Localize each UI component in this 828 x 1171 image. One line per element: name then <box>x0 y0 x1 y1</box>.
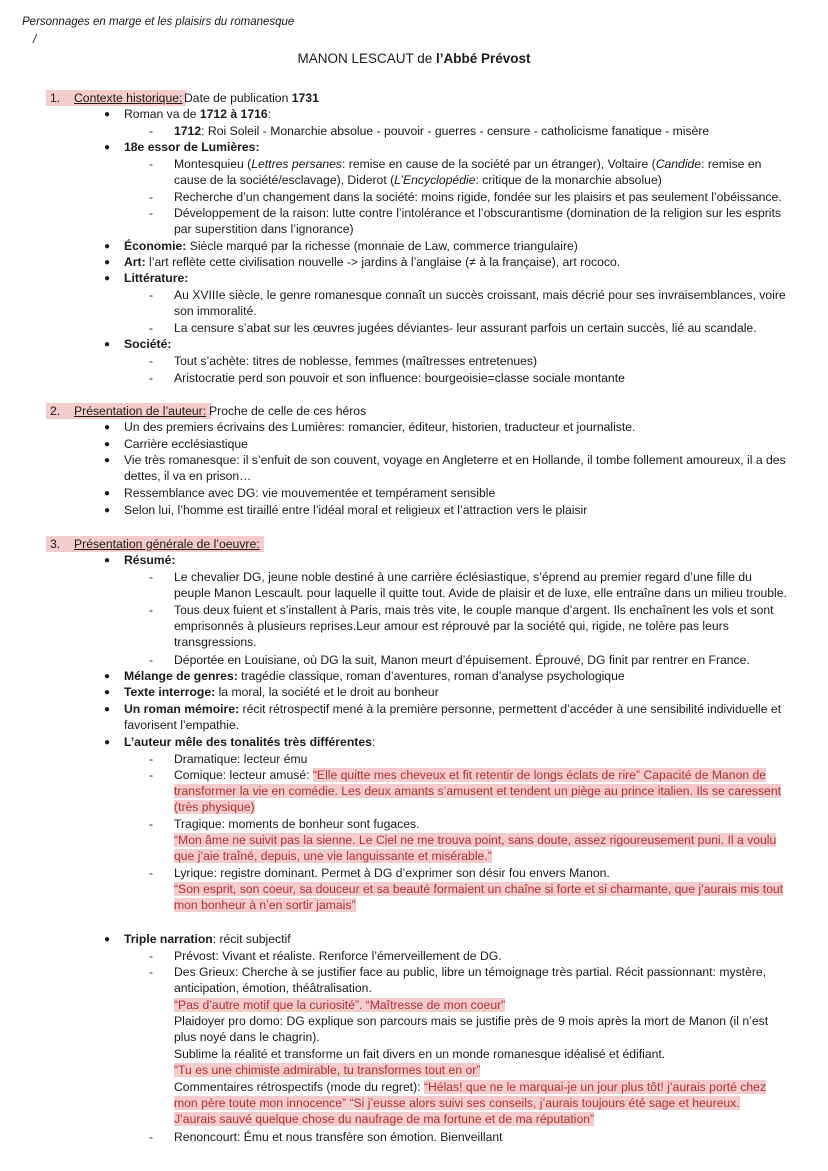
quote: mon bonheur à n’en sortir jamais” <box>174 898 356 912</box>
list-item-cont <box>174 848 492 865</box>
text: : récit subjectif <box>212 932 291 946</box>
dash: - <box>149 288 154 302</box>
label: Un roman mémoire: <box>124 702 240 716</box>
list-item-cont: Sublime la réalité et transforme un fait divers en un monde romanesque idéalisé et édifiant. <box>174 1047 666 1061</box>
text: Montesquieu ( <box>174 157 252 171</box>
list-item-cont <box>174 799 255 816</box>
label: Triple narration <box>124 932 213 946</box>
list-item: La censure s’abat sur les œuvres jugées déviantes- leur assurant parfois un certain succès, lié au scandale. <box>174 321 757 335</box>
list-item-cont <box>174 1111 594 1128</box>
text: cause de la société/esclavage), Diderot ( <box>174 173 395 187</box>
list-item: Le chevalier DG, jeune noble destiné à une carrière éclésiastique, s’éprend au premier regard d’une fille du <box>174 570 752 584</box>
dash: - <box>149 817 154 831</box>
list-item-cont: transgressions. <box>174 635 257 649</box>
quote: (très physique) <box>174 800 255 814</box>
label: Société: <box>124 337 172 351</box>
bullet: ● <box>104 241 111 252</box>
list-item-cont: par superstition dans l’ignorance) <box>174 222 354 236</box>
roman-text: Roman va de <box>124 107 200 121</box>
bullet: ● <box>104 142 111 153</box>
dash: - <box>149 866 154 880</box>
section-label: Présentation de l’auteur: <box>74 404 207 418</box>
list-item-cont: son immoralité. <box>174 304 257 318</box>
list-item <box>174 767 766 784</box>
list-item-cont: Plaidoyer pro domo: DG explique son parcours mais se justifie près de 9 mois après la mort de Manon (il n’est <box>174 1014 769 1028</box>
dash: - <box>149 949 154 963</box>
bullet: ● <box>104 455 111 466</box>
text: Comique: lecteur amusé: <box>174 768 313 782</box>
lumieres-heading: 18e essor de Lumières <box>124 140 256 154</box>
list-item <box>124 254 620 271</box>
roman-colon: : <box>267 107 272 121</box>
list-item <box>124 931 291 948</box>
list-item <box>124 701 781 718</box>
dash: - <box>149 354 154 368</box>
dash: - <box>149 603 154 617</box>
text: : <box>371 735 376 749</box>
list-item-cont: plus noyé dans le chagrin). <box>174 1030 320 1044</box>
text: l’art reflète cette civilisation nouvelle -> jardins à l’anglaise (≠ à la française), art rococo. <box>145 255 621 269</box>
list-item: Des Grieux: Cherche à se justifier face au public, libre un témoignage très partial. Récit passionnant: mystère, <box>174 965 767 979</box>
list-item <box>124 336 171 353</box>
section-label: Présentation générale de l’oeuvre: <box>74 537 260 551</box>
label: Littérature: <box>124 271 189 285</box>
book-title: L’Encyclopédie <box>394 173 476 187</box>
text: : remise en <box>701 157 762 171</box>
dash: - <box>149 653 154 667</box>
label: Mélange de genres: <box>124 669 238 683</box>
bullet: ● <box>104 934 111 945</box>
list-item: Lyrique: registre dominant. Permet à DG d’exprimer son désir fou envers Manon. <box>174 866 610 880</box>
year-1712-text: : Roi Soleil - Monarchie absolue - pouvoir - guerres - censure - catholicisme fanatique - misère <box>201 124 710 138</box>
bullet: ● <box>104 505 111 516</box>
dash: - <box>149 124 154 138</box>
list-item <box>124 238 578 255</box>
bullet: ● <box>104 687 111 698</box>
quote: “Tu es une chimiste admirable, tu transformes tout en or” <box>174 1063 481 1077</box>
list-item: Carrière ecclésiastique <box>124 437 248 451</box>
quote: J’aurais sauvé quelque chose du naufrage de ma fortune et de ma réputation” <box>174 1112 595 1126</box>
label: Résumé: <box>124 553 176 567</box>
label: Art: <box>124 255 146 269</box>
text: Siècle marqué par la richesse (monnaie de Law, commerce triangulaire) <box>186 239 578 253</box>
list-item: Recherche d’un changement dans la société: moins rigide, fondée sur les plaisirs et pas seulement l’obéissance. <box>174 190 782 204</box>
section-number: 2. <box>50 404 61 418</box>
list-item <box>124 684 439 701</box>
list-item-cont: peuple Manon Lescault. pour laquelle il quitte tout. Avide de plaisir et de luxe, elle entraîne dans un milieu trouble. <box>174 586 787 600</box>
list-item-cont: dettes, il va en prison… <box>124 469 252 483</box>
list-item <box>124 668 625 685</box>
bullet: ● <box>104 704 111 715</box>
list-item-cont: emprisonnés à plusieurs reprises.Leur amour est réprouvé par la société qui, rigide, ne tolère pas leurs <box>174 619 729 633</box>
dash: - <box>149 570 154 584</box>
list-item: Un des premiers écrivains des Lumières: romancier, éditeur, historien, traducteur et journaliste. <box>124 420 636 434</box>
list-item <box>124 552 175 569</box>
list-item <box>124 106 271 123</box>
dash: - <box>149 206 154 220</box>
dash: - <box>149 157 154 171</box>
list-item: Tous deux fuient et s’installent à Paris, mais très vite, le couple manque d’argent. Ils enchaînent les vols et sont <box>174 603 774 617</box>
list-item: Déportée en Louisiane, où DG la suit, Manon meurt d’épuisement. Éprouvé, DG finit par rentrer en France. <box>174 653 750 667</box>
list-item: Tout s’achète: titres de noblesse, femmes (maîtresses entretenues) <box>174 354 538 368</box>
bullet: ● <box>104 257 111 268</box>
bullet: ● <box>104 339 111 350</box>
list-item: Aristocratie perd son pouvoir et son influence: bourgeoisie=classe sociale montante <box>174 371 625 385</box>
text: la moral, la société et le droit au bonheur <box>215 685 439 699</box>
list-item <box>174 156 761 173</box>
dash: - <box>149 1130 154 1144</box>
text: Commentaires rétrospectifs (mode du regret): <box>174 1080 424 1094</box>
quote: “Mon âme ne suivit pas la sienne. Le Ciel ne me trouva point, sans doute, assez rigoureusement puni. Il a voulu <box>174 833 777 847</box>
section-number: 1. <box>50 91 61 105</box>
dash: - <box>149 768 154 782</box>
text: : remise en cause de la société par un étranger), Voltaire ( <box>342 157 656 171</box>
bullet: ● <box>104 671 111 682</box>
list-item: Développement de la raison: lutte contre l’intolérance et l’obscurantisme (domination de la religion sur les esprits <box>174 206 781 220</box>
list-item <box>174 123 709 140</box>
text: tragédie classique, roman d’aventures, roman d’analyse psychologique <box>237 669 625 683</box>
section-1-heading <box>0 90 828 107</box>
text: récit rétrospectif mené à la première personne, permettent d’accéder à une sensibilité individuelle et <box>239 702 782 716</box>
section-number: 3. <box>50 537 61 551</box>
slash-mark: / <box>33 32 37 46</box>
title-main: MANON LESCAUT de <box>297 51 436 66</box>
text: : critique de la monarchie absolue) <box>475 173 662 187</box>
list-item-cont: anticipation, émotion, théâtralisation. <box>174 981 372 995</box>
dash: - <box>149 190 154 204</box>
list-item <box>124 270 188 287</box>
header-note: Personnages en marge et les plaisirs du romanesque <box>22 16 295 28</box>
quote: que j’aie traîné, depuis, une vie languissante et misérable.” <box>174 849 492 863</box>
quote: “Hélas! que ne le marquai-je un jour plus tôt! j’aurais porté chez <box>423 1080 767 1094</box>
quote: “Elle quitte mes cheveux et fit retentir de longs éclats de rire” Capacité de Manon de <box>312 768 767 782</box>
list-item-cont <box>174 897 356 914</box>
bullet: ● <box>104 422 111 433</box>
list-item <box>124 139 260 156</box>
list-item: Tragique: moments de bonheur sont fugaces. <box>174 817 420 831</box>
label: Texte interroge: <box>124 685 216 699</box>
dash: - <box>149 752 154 766</box>
list-item: Vie très romanesque: il s’enfuit de son couvent, voyage en Angleterre et en Hollande, il tombe follement amoureux, il a des <box>124 453 786 467</box>
section-label: Contexte historique: <box>74 91 183 105</box>
section-rest <box>184 90 319 107</box>
book-title: Candide <box>655 157 702 171</box>
bullet: ● <box>104 737 111 748</box>
section-3-heading <box>0 536 828 553</box>
list-item-cont <box>174 1062 480 1079</box>
list-item: Ressemblance avec DG: vie mouvementée et tempérament sensible <box>124 486 496 500</box>
bullet: ● <box>104 488 111 499</box>
quote: mon père toute mon innocence” “Si j’eusse alors suivi ses conseils, j’aurais toujours été sage et heureux. <box>174 1096 740 1110</box>
list-item-cont <box>174 832 776 849</box>
list-item-cont <box>174 881 783 898</box>
list-item-cont <box>174 997 505 1014</box>
dash: - <box>149 965 154 979</box>
list-item: Dramatique: lecteur ému <box>174 752 308 766</box>
bullet: ● <box>104 555 111 566</box>
section-rest-text: Date de publication <box>184 91 292 105</box>
quote: transformer la vie en comédie. Les deux amants s’amusent et tendent un piège au prince italien. Ils se caressent <box>174 784 782 798</box>
quote: “Pas d’autre motif que la curiosité”. “Maîtresse de mon coeur” <box>174 998 506 1012</box>
bullet: ● <box>104 109 111 120</box>
bullet: ● <box>104 439 111 450</box>
list-item-cont <box>174 1095 740 1112</box>
roman-dates: 1712 à 1716 <box>199 107 268 121</box>
list-item-cont: favorisent l’empathie. <box>124 718 240 732</box>
dash: - <box>149 321 154 335</box>
year-1712: 1712 <box>174 124 202 138</box>
list-item <box>124 734 375 751</box>
list-item-cont <box>174 172 662 189</box>
quote: “Son esprit, son coeur, sa douceur et sa beauté formaient un chaîne si forte et si charmante, que j’aurais mis tout <box>174 882 784 896</box>
dash: - <box>149 371 154 385</box>
list-item: Au XVIIIe siècle, le genre romanesque connaît un succès croissant, mais décrié pour ses invraisemblances, voire <box>174 288 786 302</box>
list-item-cont <box>174 1079 766 1096</box>
label: L’auteur mêle des tonalités très différentes <box>124 735 372 749</box>
bullet: ● <box>104 273 111 284</box>
book-title: Lettres persanes <box>251 157 343 171</box>
section-2-heading <box>0 403 828 420</box>
title-author: l’Abbé Prévost <box>436 51 531 66</box>
label: Économie: <box>124 239 187 253</box>
lumieres-colon: : <box>255 140 260 154</box>
section-rest: Proche de celle de ces héros <box>209 404 367 418</box>
page-title <box>0 51 828 68</box>
list-item: Selon lui, l’homme est tiraillé entre l’idéal moral et religieux et l’attraction vers le plaisir <box>124 503 588 517</box>
publication-year: 1731 <box>291 91 319 105</box>
list-item: Renoncourt: Ému et nous transfère son émotion. Bienveillant <box>174 1130 503 1144</box>
list-item: Prévost: Vivant et réaliste. Renforce l’émerveillement de DG. <box>174 949 502 963</box>
list-item-cont <box>174 783 781 800</box>
